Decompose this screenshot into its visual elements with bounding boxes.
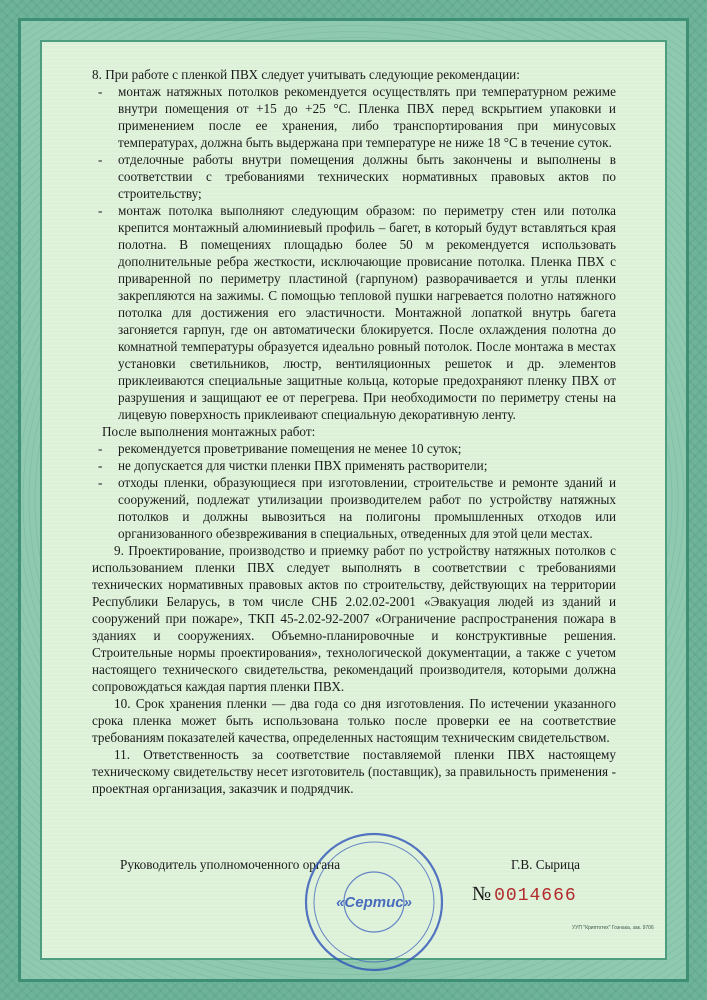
item-11: 11. Ответственность за соответствие поставляемой пленки ПВХ настоящему техническому свидетельству несет изготовитель (поставщик), за правильность применения - проектная организация, заказчик и подрядчик. — [92, 747, 616, 796]
after-works-bullets — [92, 440, 616, 542]
after-works-heading: После выполнения монтажных работ: — [102, 424, 316, 439]
list-item: - отходы пленки, образующиеся при изготовлении, строительстве и ремонте зданий и сооружений, подлежат утилизации производителем работ по устройству натяжных потолков и должны вывозиться на полигоны промышленных отходов или организованного обезвреживания в специальных, отведенных для этой цели местах. — [92, 474, 616, 542]
item-8-intro: 8. При работе с пленкой ПВХ следует учитывать следующие рекомендации: — [92, 67, 520, 82]
stamp-center-text: «Сертис» — [336, 894, 412, 911]
signatory-name: Г.В. Сырица — [510, 857, 580, 872]
list-item: - рекомендуется проветривание помещения не менее 10 суток; — [92, 440, 616, 457]
official-stamp — [300, 828, 448, 976]
document-body — [92, 66, 616, 797]
serial-number — [472, 883, 577, 906]
item-9: 9. Проектирование, производство и приемку работ по устройству натяжных потолков с использованием пленки ПВХ следует выполнять в соответствии с требованиями технических нормативных правовых актов по строительству, действующих на территории Республики Беларусь, в том числе СНБ 2.02.02-2001 «Эвакуация людей из зданий и сооружений при пожаре», ТКП 45-2.02-92-2007 «Ограничение распространения пожара в зданиях и сооружениях. Объемно-планировочные и конструктивные решения. Строительные нормы проектирования», технологической документации, а также с учетом настоящего технического свидетельства, рекомендаций производителя, которыми должна сопровождаться каждая партия пленки ПВХ. — [92, 543, 616, 694]
list-item: - отделочные работы внутри помещения должны быть закончены и выполнены в соответствии с требованиями технических нормативных правовых актов по строительству; — [92, 151, 616, 202]
printer-imprint: УУП "Криптотех" Гознака, зак. 9706 — [572, 925, 654, 931]
list-item: - монтаж потолка выполняют следующим образом: по периметру стен или потолка крепится монтажный алюминиевый профиль – багет, в который будут вставляться края полотна. В помещениях площадью более 50 м рекомендуется использовать дополнительные ребра жесткости, исключающие провисание потолка. Пленка ПВХ с приваренной по периметру пластиной (гарпуном) разворачивается и углы пленки закрепляются на зажимы. С помощью тепловой пушки нагревается полотно натяжного потолка для достижения его эластичности. Монтажной лопаткой внутрь багета загоняется гарпун, где он автоматически блокируется. После охлаждения полотна до комнатной температуры образуется идеально ровный потолок. После монтажа в местах установки светильников, люстр, вентиляционных решеток и др. элементов приклеиваются специальные защитные кольца, которые предохраняют пленку ПВХ от разрушения и защищают ее от перегрева. При необходимости по периметру стены на лицевую поверхность приклеивают специальную декоративную ленту. — [92, 202, 616, 423]
item-8-bullets — [92, 83, 616, 423]
signatory-role: Руководитель уполномоченного органа — [120, 857, 341, 872]
list-item: - не допускается для чистки пленки ПВХ применять растворители; — [92, 457, 616, 474]
number-sign: № — [472, 883, 493, 905]
item-10: 10. Срок хранения пленки — два года со дня изготовления. По истечении указанного срока пленка может быть использована только после проверки ее на соответствие требованиям показателей качества, определенных настоящим техническим свидетельством. — [92, 696, 616, 745]
serial-digits: 0014666 — [494, 886, 577, 906]
list-item: - монтаж натяжных потолков рекомендуется осуществлять при температурном режиме внутри помещения от +15 до +25 °С. Пленка ПВХ перед вскрытием упаковки и применением после ее хранения, либо транспортирования при минусовых температурах, должна быть выдержана при температуре не ниже 18 °С в течение суток. — [92, 83, 616, 151]
